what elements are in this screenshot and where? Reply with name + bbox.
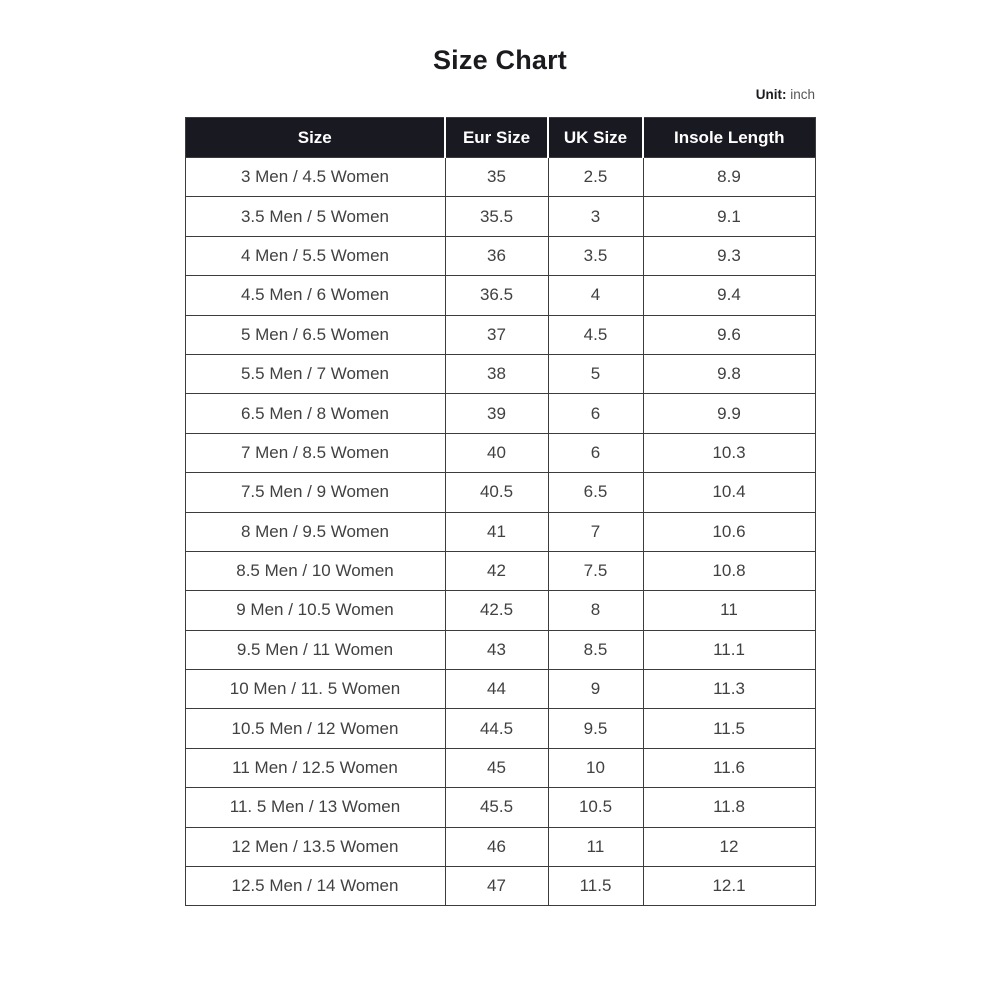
uk-size-cell: 11.5 <box>548 867 643 906</box>
insole-length-cell: 10.4 <box>643 473 815 512</box>
table-header-row <box>185 118 815 158</box>
table-row <box>185 236 815 275</box>
column-header-eur-size: Eur Size <box>445 118 548 158</box>
eur-size-cell: 47 <box>445 867 548 906</box>
size-cell: 12 Men / 13.5 Women <box>185 827 445 866</box>
eur-size-cell: 35 <box>445 158 548 197</box>
insole-length-cell: 12 <box>643 827 815 866</box>
eur-size-cell: 39 <box>445 394 548 433</box>
size-cell: 9 Men / 10.5 Women <box>185 591 445 630</box>
size-cell: 4 Men / 5.5 Women <box>185 236 445 275</box>
table-row <box>185 827 815 866</box>
eur-size-cell: 43 <box>445 630 548 669</box>
uk-size-cell: 7 <box>548 512 643 551</box>
table-row <box>185 158 815 197</box>
eur-size-cell: 42 <box>445 551 548 590</box>
size-cell: 11. 5 Men / 13 Women <box>185 788 445 827</box>
eur-size-cell: 42.5 <box>445 591 548 630</box>
uk-size-cell: 5 <box>548 354 643 393</box>
insole-length-cell: 9.9 <box>643 394 815 433</box>
uk-size-cell: 8.5 <box>548 630 643 669</box>
table-row <box>185 670 815 709</box>
eur-size-cell: 37 <box>445 315 548 354</box>
size-cell: 9.5 Men / 11 Women <box>185 630 445 669</box>
uk-size-cell: 6.5 <box>548 473 643 512</box>
column-header-size: Size <box>185 118 445 158</box>
size-cell: 7.5 Men / 9 Women <box>185 473 445 512</box>
insole-length-cell: 9.8 <box>643 354 815 393</box>
eur-size-cell: 36.5 <box>445 276 548 315</box>
size-chart-table <box>185 117 816 906</box>
unit-value: inch <box>790 87 815 102</box>
table-row <box>185 315 815 354</box>
eur-size-cell: 41 <box>445 512 548 551</box>
insole-length-cell: 11 <box>643 591 815 630</box>
uk-size-cell: 6 <box>548 433 643 472</box>
uk-size-cell: 9 <box>548 670 643 709</box>
column-header-uk-size: UK Size <box>548 118 643 158</box>
uk-size-cell: 6 <box>548 394 643 433</box>
insole-length-cell: 9.1 <box>643 197 815 236</box>
uk-size-cell: 8 <box>548 591 643 630</box>
eur-size-cell: 45 <box>445 748 548 787</box>
table-row <box>185 630 815 669</box>
table-header <box>185 118 815 158</box>
table-row <box>185 709 815 748</box>
eur-size-cell: 45.5 <box>445 788 548 827</box>
size-cell: 10 Men / 11. 5 Women <box>185 670 445 709</box>
uk-size-cell: 10.5 <box>548 788 643 827</box>
insole-length-cell: 12.1 <box>643 867 815 906</box>
table-row <box>185 276 815 315</box>
eur-size-cell: 35.5 <box>445 197 548 236</box>
insole-length-cell: 10.8 <box>643 551 815 590</box>
size-cell: 8.5 Men / 10 Women <box>185 551 445 590</box>
eur-size-cell: 40 <box>445 433 548 472</box>
table-row <box>185 748 815 787</box>
size-cell: 11 Men / 12.5 Women <box>185 748 445 787</box>
eur-size-cell: 46 <box>445 827 548 866</box>
uk-size-cell: 4 <box>548 276 643 315</box>
size-cell: 4.5 Men / 6 Women <box>185 276 445 315</box>
size-cell: 8 Men / 9.5 Women <box>185 512 445 551</box>
eur-size-cell: 44.5 <box>445 709 548 748</box>
table-row <box>185 433 815 472</box>
uk-size-cell: 11 <box>548 827 643 866</box>
eur-size-cell: 36 <box>445 236 548 275</box>
insole-length-cell: 9.6 <box>643 315 815 354</box>
uk-size-cell: 9.5 <box>548 709 643 748</box>
eur-size-cell: 38 <box>445 354 548 393</box>
column-header-insole-length: Insole Length <box>643 118 815 158</box>
table-row <box>185 788 815 827</box>
table-row <box>185 867 815 906</box>
unit-label: Unit: <box>755 87 787 102</box>
insole-length-cell: 10.3 <box>643 433 815 472</box>
unit-note <box>185 86 815 104</box>
page-title: Size Chart <box>432 45 568 75</box>
size-cell: 7 Men / 8.5 Women <box>185 433 445 472</box>
size-cell: 5 Men / 6.5 Women <box>185 315 445 354</box>
eur-size-cell: 44 <box>445 670 548 709</box>
uk-size-cell: 3 <box>548 197 643 236</box>
table-row <box>185 394 815 433</box>
insole-length-cell: 11.6 <box>643 748 815 787</box>
table-row <box>185 512 815 551</box>
insole-length-cell: 11.3 <box>643 670 815 709</box>
size-cell: 12.5 Men / 14 Women <box>185 867 445 906</box>
insole-length-cell: 11.8 <box>643 788 815 827</box>
insole-length-cell: 11.5 <box>643 709 815 748</box>
size-cell: 6.5 Men / 8 Women <box>185 394 445 433</box>
uk-size-cell: 10 <box>548 748 643 787</box>
table-row <box>185 551 815 590</box>
eur-size-cell: 40.5 <box>445 473 548 512</box>
insole-length-cell: 11.1 <box>643 630 815 669</box>
insole-length-cell: 10.6 <box>643 512 815 551</box>
table-row <box>185 197 815 236</box>
uk-size-cell: 7.5 <box>548 551 643 590</box>
table-row <box>185 354 815 393</box>
uk-size-cell: 3.5 <box>548 236 643 275</box>
uk-size-cell: 2.5 <box>548 158 643 197</box>
insole-length-cell: 9.4 <box>643 276 815 315</box>
size-cell: 5.5 Men / 7 Women <box>185 354 445 393</box>
insole-length-cell: 8.9 <box>643 158 815 197</box>
insole-length-cell: 9.3 <box>643 236 815 275</box>
size-cell: 3.5 Men / 5 Women <box>185 197 445 236</box>
table-row <box>185 591 815 630</box>
uk-size-cell: 4.5 <box>548 315 643 354</box>
size-table-body <box>185 158 815 906</box>
size-cell: 3 Men / 4.5 Women <box>185 158 445 197</box>
table-row <box>185 473 815 512</box>
size-cell: 10.5 Men / 12 Women <box>185 709 445 748</box>
